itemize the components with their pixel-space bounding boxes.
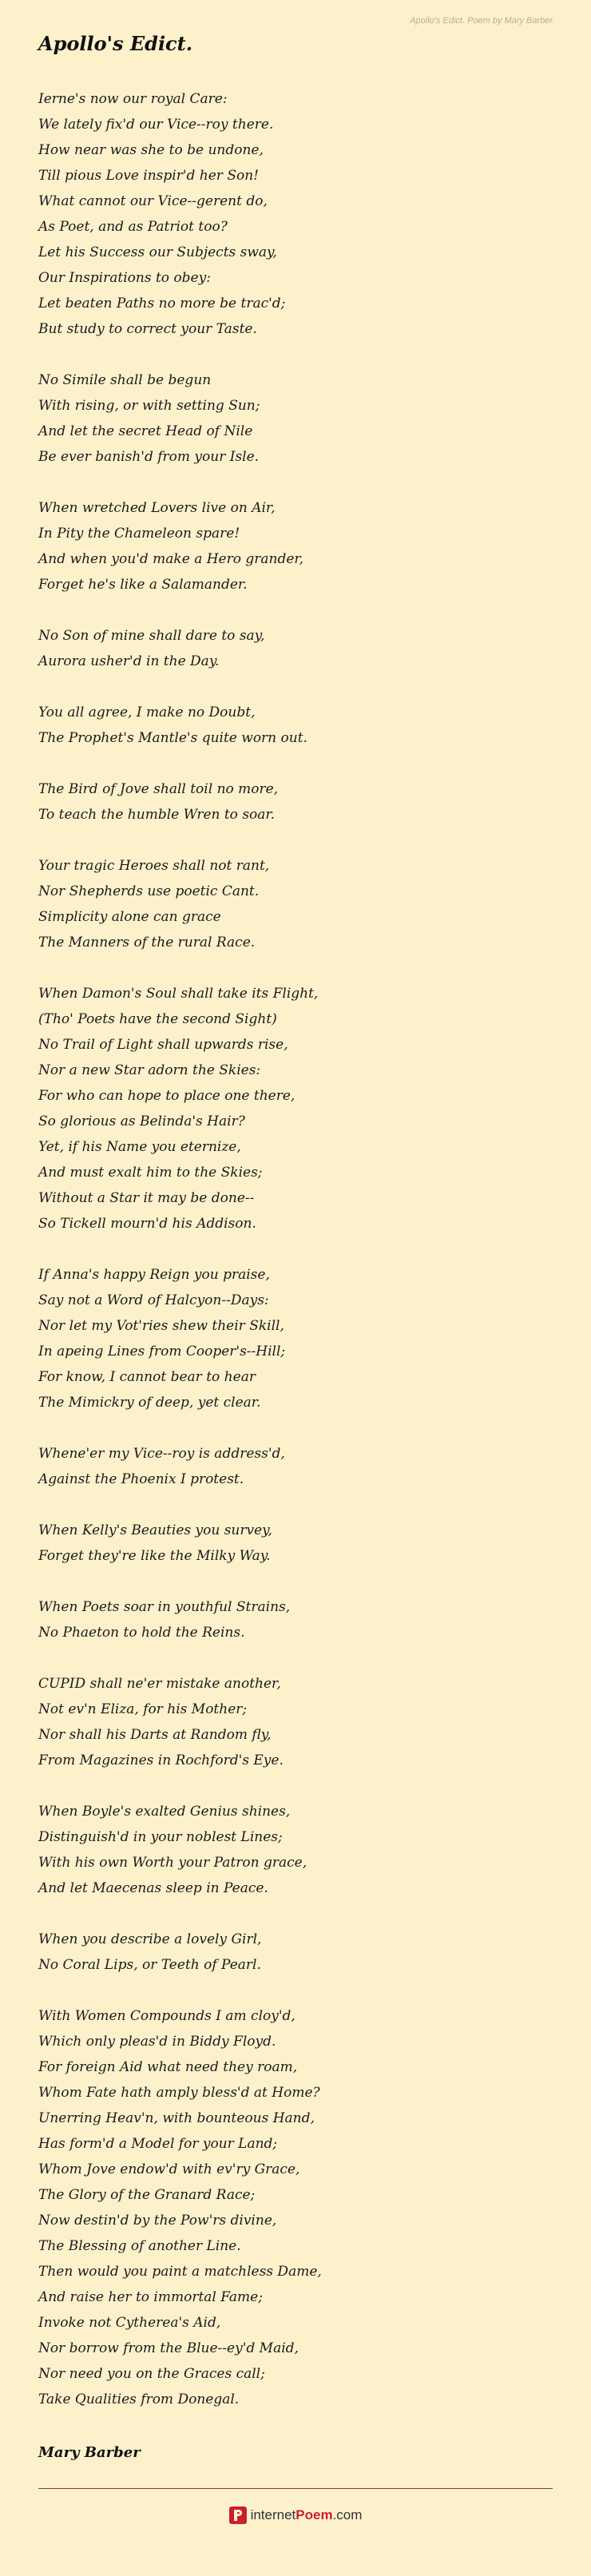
poem-line: No Coral Lips, or Teeth of Pearl.	[38, 1957, 261, 1973]
poem-line: Nor shall his Darts at Random fly,	[38, 1727, 272, 1743]
poem-stanza	[38, 1671, 549, 1773]
poem-stanza	[38, 700, 549, 751]
poem-line: Nor let my Vot'ries shew their Skill,	[38, 1318, 284, 1334]
footer-divider	[38, 2488, 553, 2489]
poem-line: Now destin'd by the Pow'rs divine,	[38, 2213, 277, 2229]
poem-stanza	[38, 1441, 549, 1492]
poem-line: Till pious Love inspir'd her Son!	[38, 168, 259, 184]
poem-line: And let the secret Head of Nile	[38, 423, 253, 439]
poem-line: With rising, or with setting Sun;	[38, 398, 260, 414]
poem-line: Nor Shepherds use poetic Cant.	[38, 883, 260, 899]
poem-title: Apollo's Edict.	[38, 32, 193, 55]
poem-line: Whom Fate hath amply bless'd at Home?	[38, 2085, 320, 2101]
poem-line: Ierne's now our royal Care:	[38, 91, 228, 107]
poem-stanza	[38, 2003, 549, 2412]
poem-line: If Anna's happy Reign you praise,	[38, 1267, 270, 1283]
poem-line: Take Qualities from Donegal.	[38, 2391, 240, 2407]
poem-line: Simplicity alone can grace	[38, 909, 221, 925]
poem-line: Without a Star it may be done--	[38, 1190, 255, 1206]
poem-line: Unerring Heav'n, with bounteous Hand,	[38, 2110, 315, 2126]
poem-line: In apeing Lines from Cooper's--Hill;	[38, 1344, 286, 1359]
poem-line: You all agree, I make no Doubt,	[38, 705, 256, 720]
poem-line: Nor need you on the Graces call;	[38, 2366, 265, 2382]
poem-line: And let Maecenas sleep in Peace.	[38, 1880, 268, 1896]
poem-body	[38, 86, 549, 2438]
poem-line: In Pity the Chameleon spare!	[38, 526, 240, 542]
poem-line: To teach the humble Wren to soar.	[38, 807, 276, 823]
poem-line: No Trail of Light shall upwards rise,	[38, 1037, 288, 1053]
poem-line: The Blessing of another Line.	[38, 2238, 241, 2254]
poem-line: Let beaten Paths no more be trac'd;	[38, 296, 286, 312]
poem-line: How near was she to be undone,	[38, 142, 264, 158]
poem-stanza	[38, 1262, 549, 1415]
poem-line: Yet, if his Name you eternize,	[38, 1139, 241, 1155]
poem-line: Let his Success our Subjects sway,	[38, 244, 277, 260]
poem-line: CUPID shall ne'er mistake another,	[38, 1676, 281, 1692]
poem-line: Whene'er my Vice--roy is address'd,	[38, 1446, 285, 1462]
poem-line: For foreign Aid what need they roam,	[38, 2059, 298, 2075]
poem-line: Your tragic Heroes shall not rant,	[38, 858, 270, 874]
poem-line: Has form'd a Model for your Land;	[38, 2136, 278, 2152]
poem-line: With Women Compounds I am cloy'd,	[38, 2008, 296, 2024]
poem-line: Be ever banish'd from your Isle.	[38, 449, 260, 465]
poem-line: No Simile shall be begun	[38, 372, 212, 388]
poem-stanza	[38, 623, 549, 674]
poem-line: And raise her to immortal Fame;	[38, 2289, 263, 2305]
poem-line: No Son of mine shall dare to say,	[38, 628, 265, 644]
logo-text-com: .com	[332, 2507, 363, 2522]
poem-line: Aurora usher'd in the Day.	[38, 653, 220, 669]
poem-line: So glorious as Belinda's Hair?	[38, 1113, 245, 1129]
poem-line: Forget they're like the Milky Way.	[38, 1548, 271, 1564]
poem-line: Nor borrow from the Blue--ey'd Maid,	[38, 2340, 299, 2356]
logo-text-internet: internet	[250, 2507, 296, 2522]
poem-line: Whom Jove endow'd with ev'ry Grace,	[38, 2161, 300, 2177]
poem-line: When you describe a lovely Girl,	[38, 1931, 262, 1947]
poem-line: The Glory of the Granard Race;	[38, 2187, 256, 2203]
poem-line: For know, I cannot bear to hear	[38, 1369, 256, 1385]
poem-line: The Bird of Jove shall toil no more,	[38, 781, 279, 797]
poem-stanza	[38, 1594, 549, 1645]
poem-line: For who can hope to place one there,	[38, 1088, 296, 1104]
poem-author[interactable]: Mary Barber	[38, 2444, 141, 2461]
poem-stanza	[38, 1518, 549, 1569]
poem-line: Distinguish'd in your noblest Lines;	[38, 1829, 283, 1845]
poem-line: Then would you paint a matchless Dame,	[38, 2264, 322, 2280]
poem-line: Which only pleas'd in Biddy Floyd.	[38, 2034, 276, 2050]
poem-stanza	[38, 981, 549, 1236]
poem-line: Invoke not Cytherea's Aid,	[38, 2315, 221, 2331]
logo-text-poem: Poem	[296, 2507, 333, 2522]
poem-stanza	[38, 1799, 549, 1901]
poem-stanza	[38, 367, 549, 470]
poem-line: What cannot our Vice--gerent do,	[38, 193, 268, 209]
poem-stanza	[38, 853, 549, 955]
poem-line: When wretched Lovers live on Air,	[38, 500, 276, 516]
page-subtitle: Apollo's Edict. Poem by Mary Barber	[410, 16, 553, 26]
internetpoem-logo-icon	[229, 2507, 247, 2524]
footer	[0, 2507, 591, 2528]
poem-line: And when you'd make a Hero grander,	[38, 551, 304, 567]
poem-line: (Tho' Poets have the second Sight)	[38, 1011, 277, 1027]
poem-line: When Damon's Soul shall take its Flight,	[38, 986, 319, 1002]
poem-line: When Boyle's exalted Genius shines,	[38, 1804, 291, 1820]
poem-line: With his own Worth your Patron grace,	[38, 1855, 307, 1871]
poem-line: From Magazines in Rochford's Eye.	[38, 1752, 284, 1768]
poem-stanza	[38, 1927, 549, 1978]
poem-line: No Phaeton to hold the Reins.	[38, 1625, 245, 1641]
poem-line: Our Inspirations to obey:	[38, 270, 211, 286]
poem-line: Say not a Word of Halcyon--Days:	[38, 1292, 269, 1308]
poem-stanza	[38, 86, 549, 342]
poem-line: The Manners of the rural Race.	[38, 935, 256, 951]
poem-line: Not ev'n Eliza, for his Mother;	[38, 1701, 248, 1717]
poem-stanza	[38, 495, 549, 597]
poem-line: We lately fix'd our Vice--roy there.	[38, 117, 274, 133]
poem-line: So Tickell mourn'd his Addison.	[38, 1216, 256, 1232]
poem-line: As Poet, and as Patriot too?	[38, 219, 228, 235]
poem-line: But study to correct your Taste.	[38, 321, 257, 337]
poem-line: The Prophet's Mantle's quite worn out.	[38, 730, 307, 746]
poem-line: The Mimickry of deep, yet clear.	[38, 1395, 261, 1411]
poem-line: Nor a new Star adorn the Skies:	[38, 1062, 261, 1078]
poem-stanza	[38, 776, 549, 828]
poem-line: Against the Phoenix I protest.	[38, 1471, 244, 1487]
poem-line: When Kelly's Beauties you survey,	[38, 1522, 272, 1538]
poem-line: Forget he's like a Salamander.	[38, 577, 248, 593]
poem-line: When Poets soar in youthful Strains,	[38, 1599, 291, 1615]
poem-line: And must exalt him to the Skies;	[38, 1165, 263, 1181]
site-logo-link[interactable]	[229, 2507, 363, 2524]
